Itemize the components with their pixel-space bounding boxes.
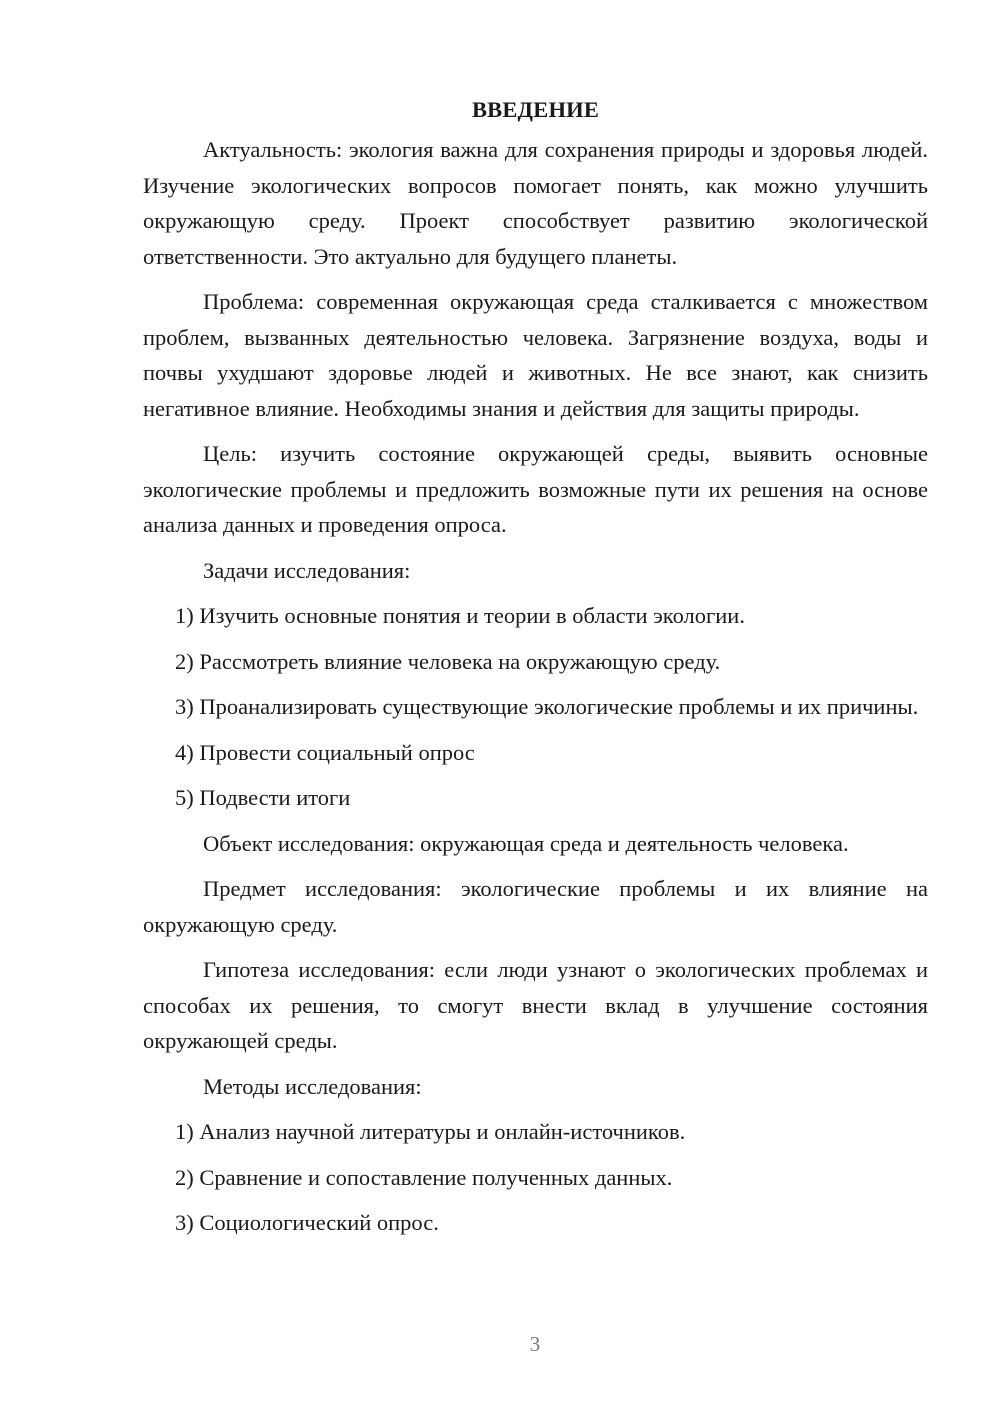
goal-paragraph: Цель: изучить состояние окружающей среды, выявить основные экологические проблемы и предложить возможные пути их решения на основе анализа данных и проведения опроса. [143, 441, 928, 537]
document-page [143, 92, 928, 1251]
task-item: 2) Рассмотреть влияние человека на окружающую среду. [175, 648, 721, 674]
task-item: 4) Провести социальный опрос [175, 739, 475, 765]
section-title: ВВЕДЕНИЕ [471, 97, 600, 122]
task-item: 5) Подвести итоги [175, 785, 351, 810]
task-item: 1) Изучить основные понятия и теории в области экологии. [175, 603, 745, 628]
method-item: 3) Социологический опрос. [175, 1210, 439, 1235]
task-item: 3) Проанализировать существующие экологические проблемы и их причины. [175, 694, 919, 719]
problem-paragraph: Проблема: современная окружающая среда сталкивается с множеством проблем, вызванных деятельностью человека. Загрязнение воздуха, воды и почвы ухудшают здоровье людей и животных. Не все знают, как снизить негативное влияние. Необходимы знания и действия для защиты природы. [143, 289, 928, 421]
hypothesis-paragraph: Гипотеза исследования: если люди узнают о экологических проблемах и способах их решения, то смогут внести вклад в улучшение состояния окружающей среды. [143, 957, 928, 1053]
page-number: 3 [529, 1332, 541, 1356]
methods-heading: Методы исследования: [203, 1073, 422, 1099]
method-item: 2) Сравнение и сопоставление полученных данных. [175, 1164, 673, 1190]
tasks-heading: Задачи исследования: [203, 557, 411, 583]
object-paragraph: Объект исследования: окружающая среда и деятельность человека. [203, 830, 849, 856]
subject-paragraph: Предмет исследования: экологические проблемы и их влияние на окружающую среду. [143, 876, 928, 937]
relevance-paragraph: Актуальность: экология важна для сохранения природы и здоровья людей. Изучение экологических вопросов помогает понять, как можно улучшить окружающую среду. Проект способствует развитию экологической ответственности. Это актуально для будущего планеты. [143, 137, 928, 269]
method-item: 1) Анализ научной литературы и онлайн-источников. [175, 1119, 686, 1144]
